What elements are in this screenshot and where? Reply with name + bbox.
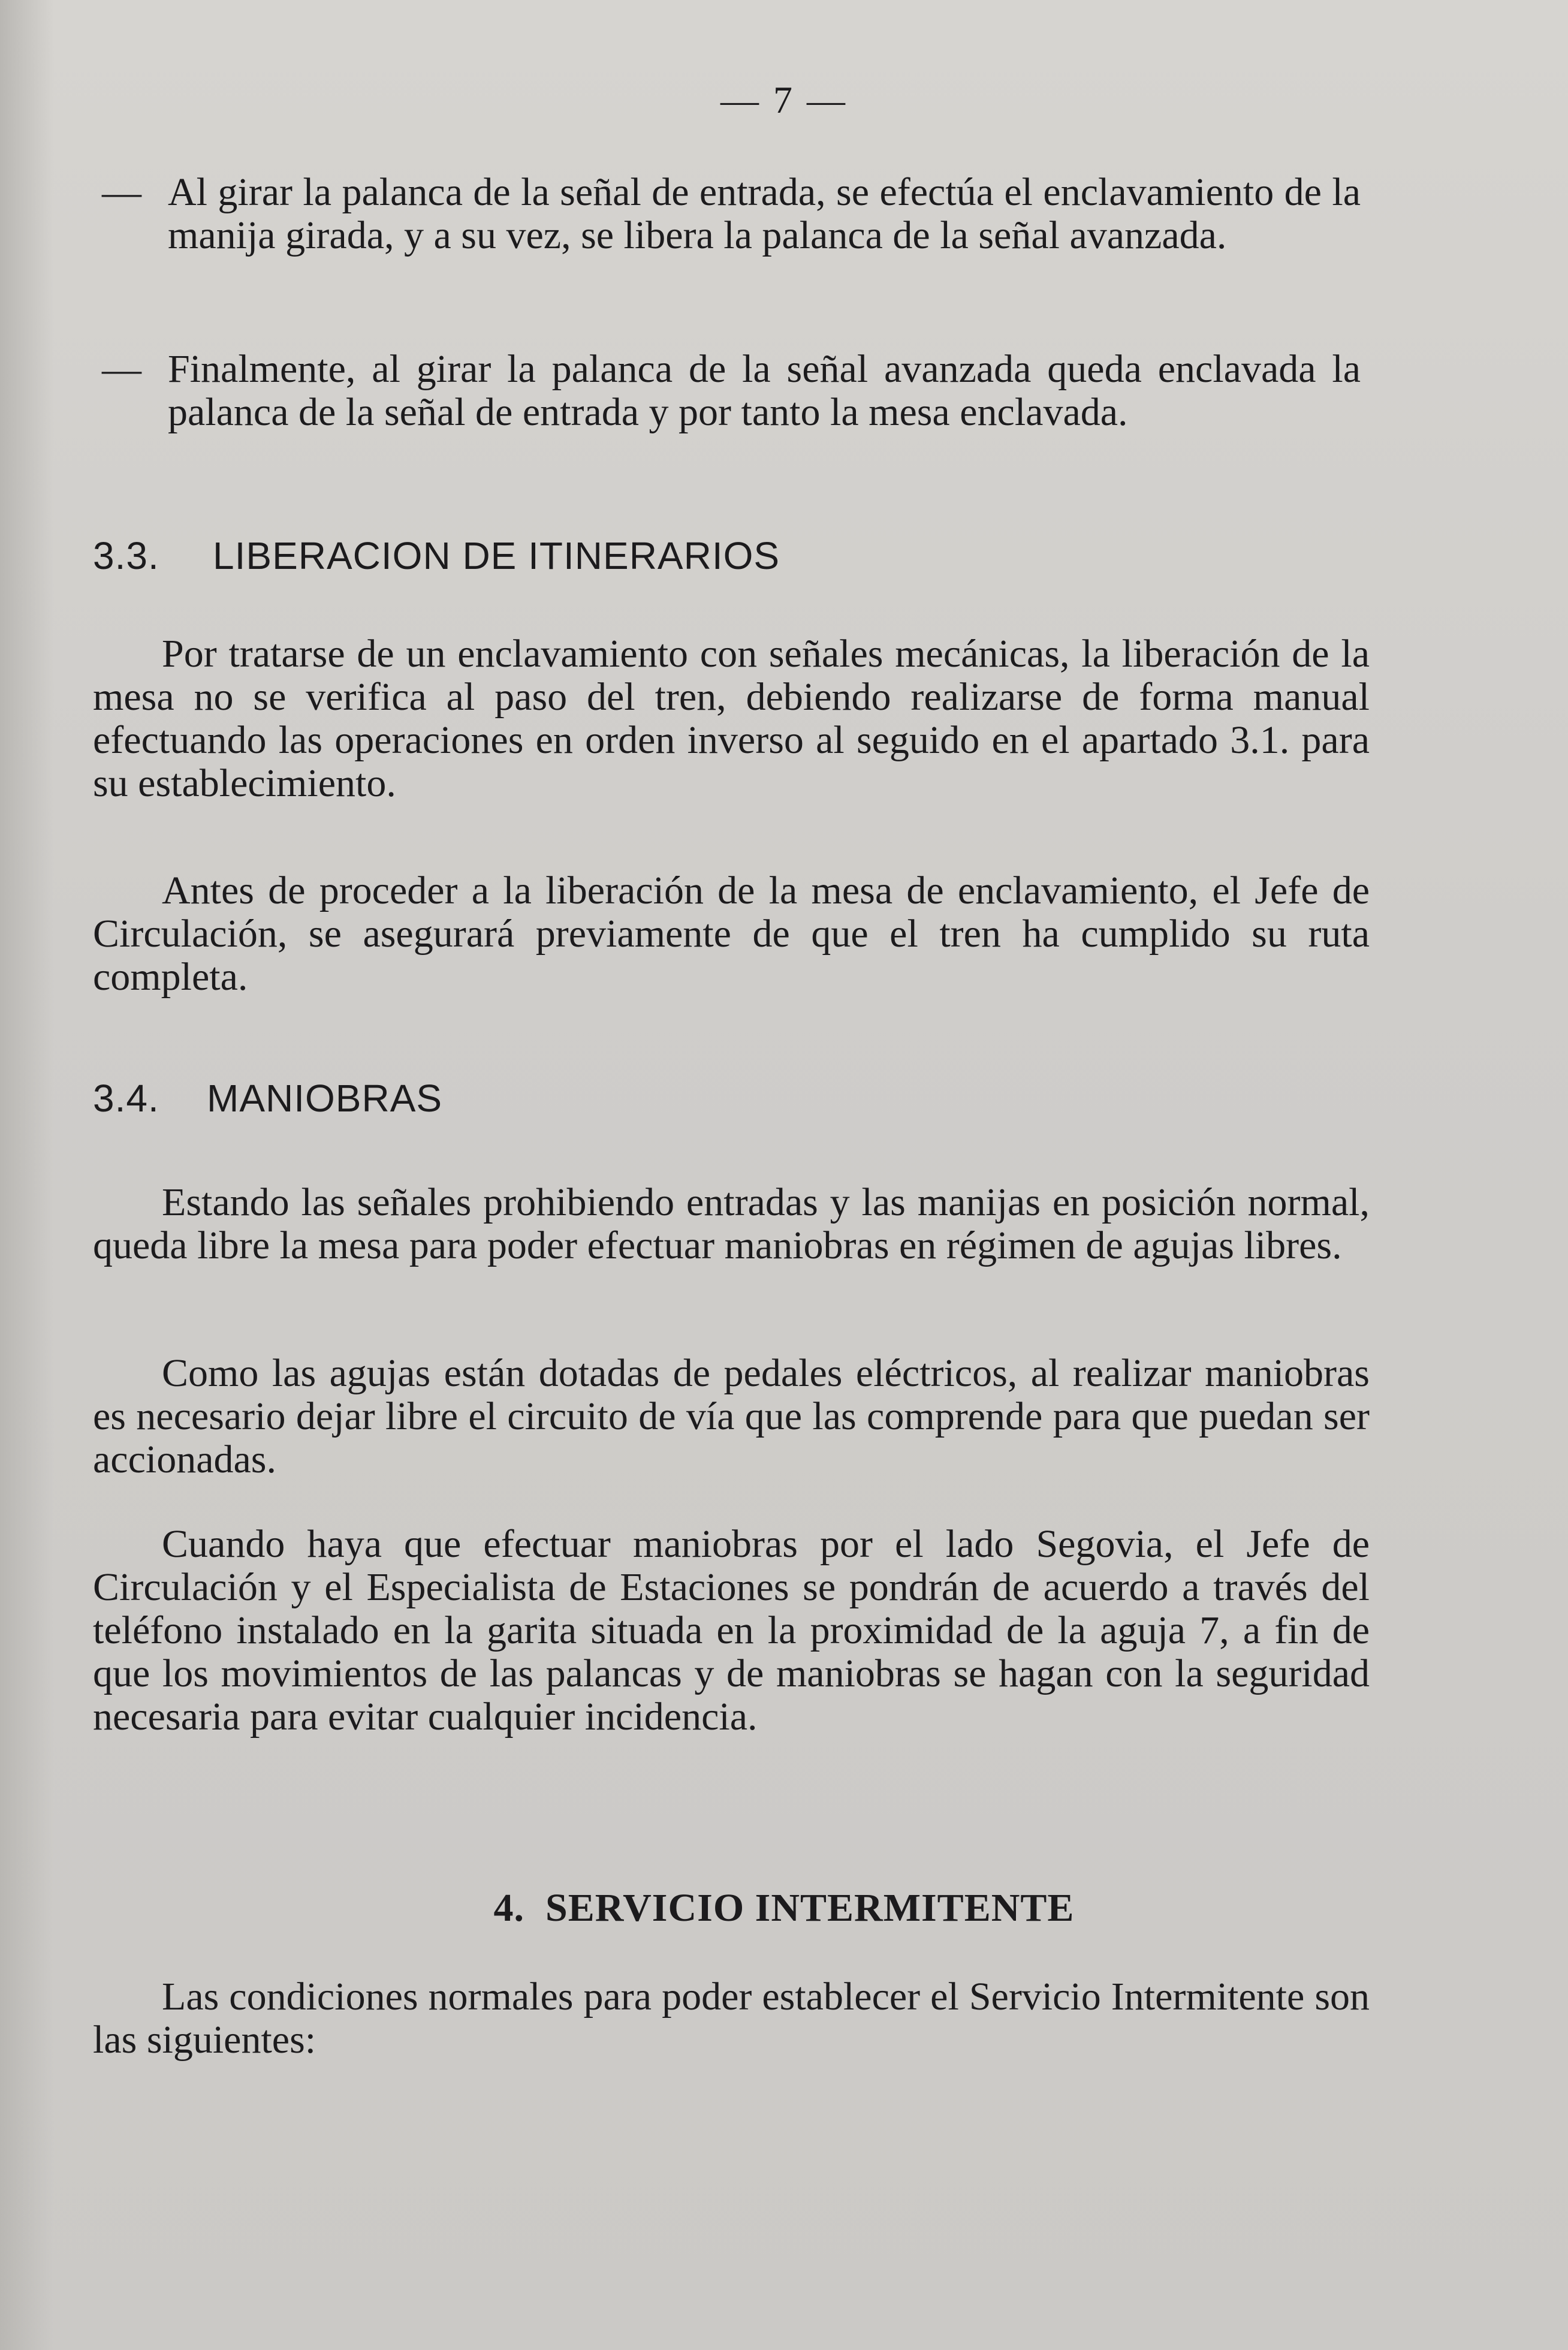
- chapter-number: 4.: [493, 1886, 525, 1930]
- section-heading: [93, 1076, 442, 1120]
- paragraph-text: Por tratarse de un enclavamiento con señales mecánicas, la liberación de la mesa no se verifica al paso del tren, debiendo realizarse de forma manual efectuando las operaciones en orden inverso al seguido en el apartado 3.1. para su establecimiento.: [93, 632, 1370, 805]
- chapter-heading: [0, 1885, 1568, 1931]
- paragraph: [93, 1181, 1370, 1267]
- paragraph-text: Las condiciones normales para poder establecer el Servicio Intermitente son las siguientes:: [93, 1975, 1370, 2062]
- bullet-text: Finalmente, al girar la palanca de la señal avanzada queda enclavada la palanca de la señal de entrada y por tanto la mesa enclavada.: [168, 347, 1361, 434]
- section-number: 3.3.: [93, 534, 159, 577]
- paragraph-text: Cuando haya que efectuar maniobras por el lado Segovia, el Jefe de Circulación y el Especialista de Estaciones se pondrán de acuerdo a través del teléfono instalado en la garita situada en la proximidad de la aguja 7, a fin de que los movimientos de las palancas y de maniobras se hagan con la seguridad necesaria para evitar cualquier incidencia.: [93, 1522, 1370, 1739]
- paragraph: [93, 869, 1370, 999]
- bullet-dash: —: [102, 170, 141, 214]
- paragraph: [93, 1352, 1370, 1481]
- section-title: LIBERACION DE ITINERARIOS: [213, 534, 780, 577]
- paragraph: [93, 1523, 1370, 1739]
- bullet-item: [102, 170, 1361, 257]
- paragraph-text: Como las agujas están dotadas de pedales eléctricos, al realizar maniobras es necesario dejar libre el circuito de vía que las comprende para que puedan ser accionadas.: [93, 1351, 1370, 1481]
- paragraph: [93, 1975, 1370, 2062]
- section-number: 3.4.: [93, 1077, 159, 1120]
- paragraph-text: Estando las señales prohibiendo entradas y las manijas en posición normal, queda libre la mesa para poder efectuar maniobras en régimen de agujas libres.: [93, 1180, 1370, 1267]
- paragraph-text: Antes de proceder a la liberación de la mesa de enclavamiento, el Jefe de Circulación, se asegurará previamente de que el tren ha cumplido su ruta completa.: [93, 869, 1370, 999]
- page-number: — 7 —: [720, 79, 848, 121]
- paragraph: [93, 632, 1370, 805]
- bullet-text: Al girar la palanca de la señal de entrada, se efectúa el enclavamiento de la manija girada, y a su vez, se libera la palanca de la señal avanzada.: [168, 170, 1361, 257]
- page-shadow-edge: [0, 0, 54, 2350]
- bullet-dash: —: [102, 347, 141, 391]
- bullet-item: [102, 347, 1361, 434]
- section-heading: [93, 534, 780, 578]
- chapter-title: SERVICIO INTERMITENTE: [545, 1886, 1075, 1930]
- section-title: MANIOBRAS: [207, 1077, 443, 1120]
